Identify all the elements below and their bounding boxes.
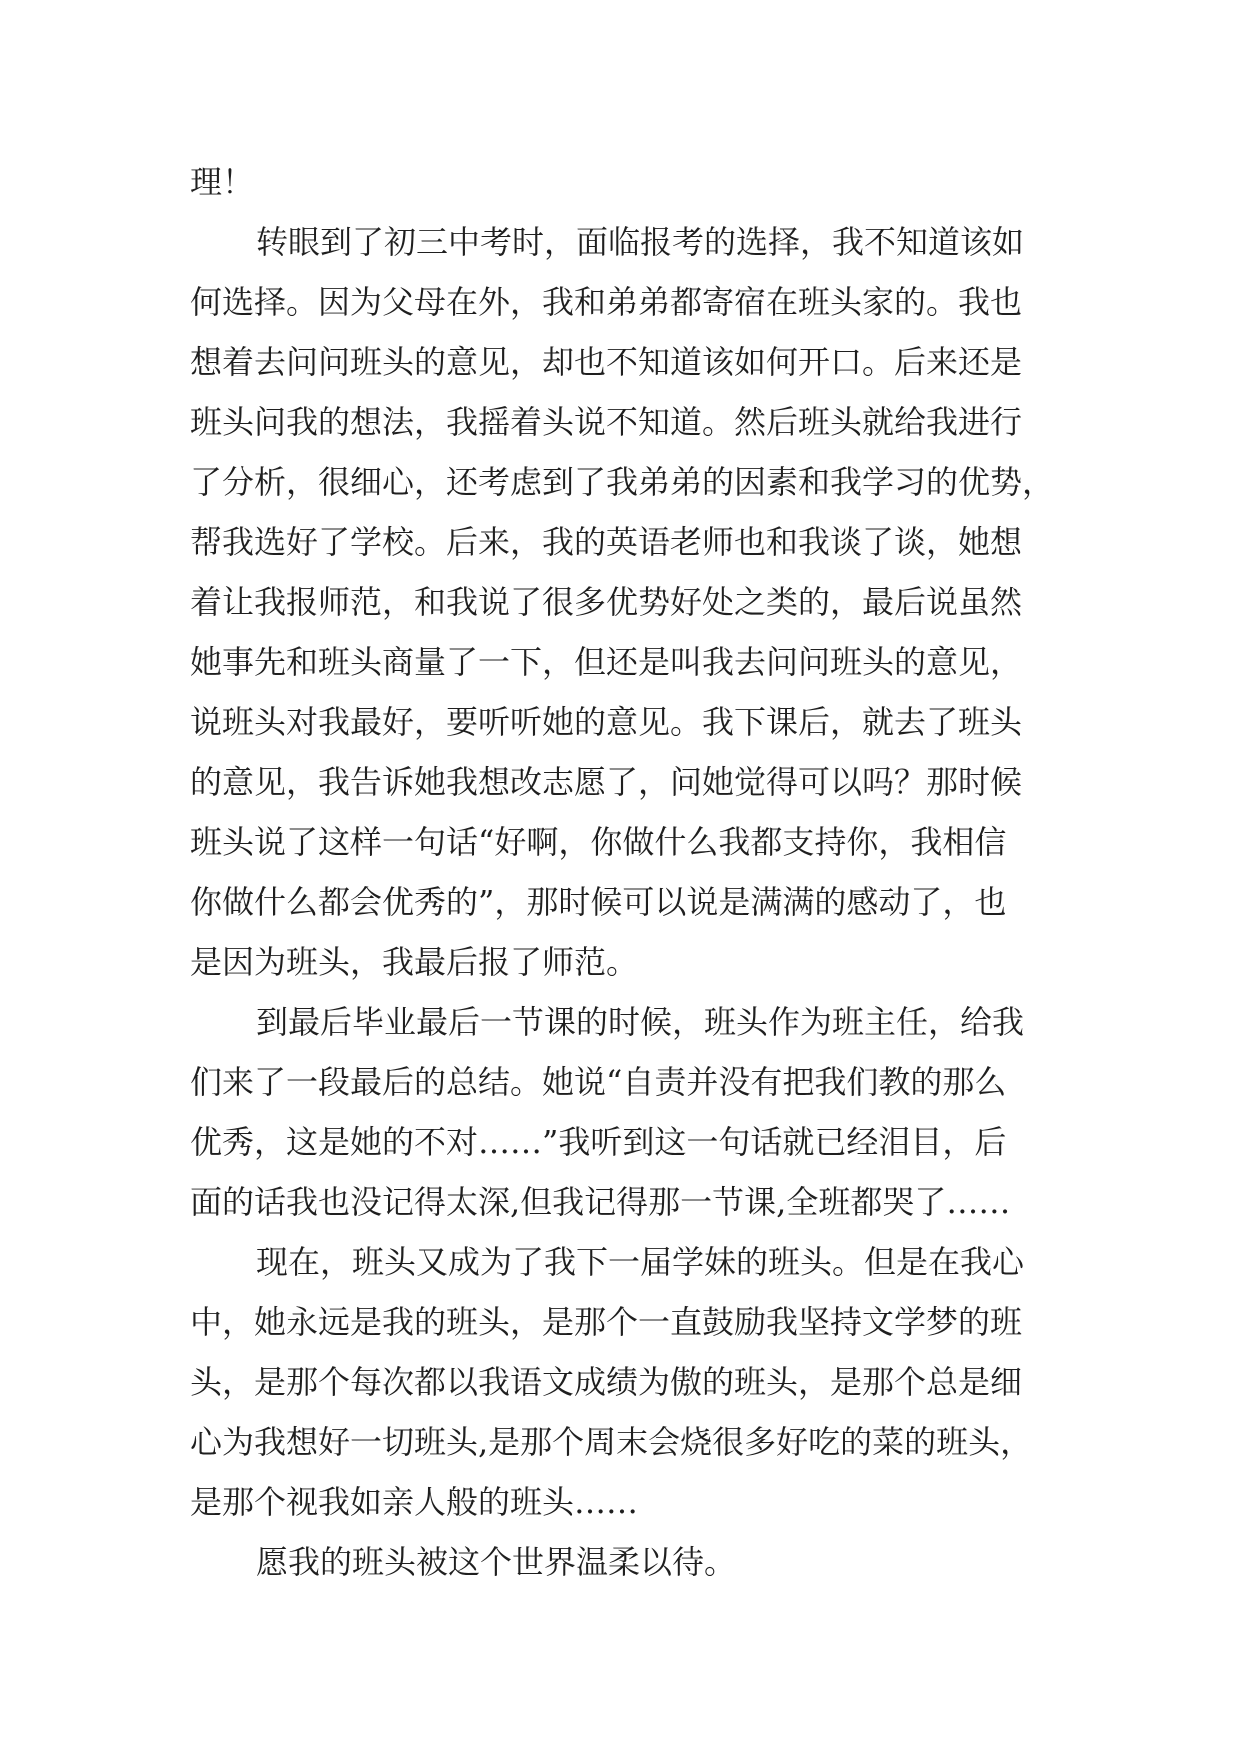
text-line: 的意见，我告诉她我想改志愿了，问她觉得可以吗？那时候	[190, 763, 1023, 801]
text-line: 班头问我的想法，我摇着头说不知道。然后班头就给我进行	[190, 403, 1023, 441]
text-line: 愿我的班头被这个世界温柔以待。	[256, 1543, 737, 1581]
text-line: 班头说了这样一句话“好啊，你做什么我都支持你，我相信	[190, 823, 1007, 861]
text-line: 是那个视我如亲人般的班头……	[190, 1483, 639, 1521]
text-line: 何选择。因为父母在外，我和弟弟都寄宿在班头家的。我也	[190, 283, 1023, 321]
text-line: 理！	[190, 163, 255, 201]
text-line: 转眼到了初三中考时，面临报考的选择，我不知道该如	[256, 223, 1025, 261]
text-line: 们来了一段最后的总结。她说“自责并没有把我们教的那么	[190, 1063, 1007, 1101]
paragraph-4	[190, 1232, 1070, 1532]
paragraph-1	[190, 152, 1070, 212]
text-line: 是因为班头，我最后报了师范。	[190, 943, 639, 981]
text-line: 现在，班头又成为了我下一届学妹的班头。但是在我心	[256, 1243, 1025, 1281]
paragraph-2	[190, 212, 1070, 992]
text-line: 优秀，这是她的不对……”我听到这一句话就已经泪目，后	[190, 1123, 1007, 1161]
text-line: 了分析，很细心，还考虑到了我弟弟的因素和我学习的优势，	[190, 463, 1055, 501]
text-line: 中，她永远是我的班头，是那个一直鼓励我坚持文学梦的班	[190, 1303, 1023, 1341]
text-line: 心为我想好一切班头,是那个周末会烧很多好吃的菜的班头，	[190, 1423, 1033, 1461]
text-line: 头，是那个每次都以我语文成绩为傲的班头，是那个总是细	[190, 1363, 1023, 1401]
text-line: 你做什么都会优秀的”，那时候可以说是满满的感动了，也	[190, 883, 1007, 921]
text-line: 想着去问问班头的意见，却也不知道该如何开口。后来还是	[190, 343, 1023, 381]
text-line: 到最后毕业最后一节课的时候，班头作为班主任，给我	[256, 1003, 1025, 1041]
paragraph-5	[190, 1532, 1070, 1592]
text-line: 着让我报师范，和我说了很多优势好处之类的，最后说虽然	[190, 583, 1023, 621]
paragraph-3	[190, 992, 1070, 1232]
text-line: 面的话我也没记得太深,但我记得那一节课,全班都哭了……	[190, 1183, 1011, 1221]
text-line: 帮我选好了学校。后来，我的英语老师也和我谈了谈，她想	[190, 523, 1023, 561]
document-body	[190, 152, 1070, 1592]
text-line: 说班头对我最好，要听听她的意见。我下课后，就去了班头	[190, 703, 1023, 741]
text-line: 她事先和班头商量了一下，但还是叫我去问问班头的意见，	[190, 643, 1023, 681]
